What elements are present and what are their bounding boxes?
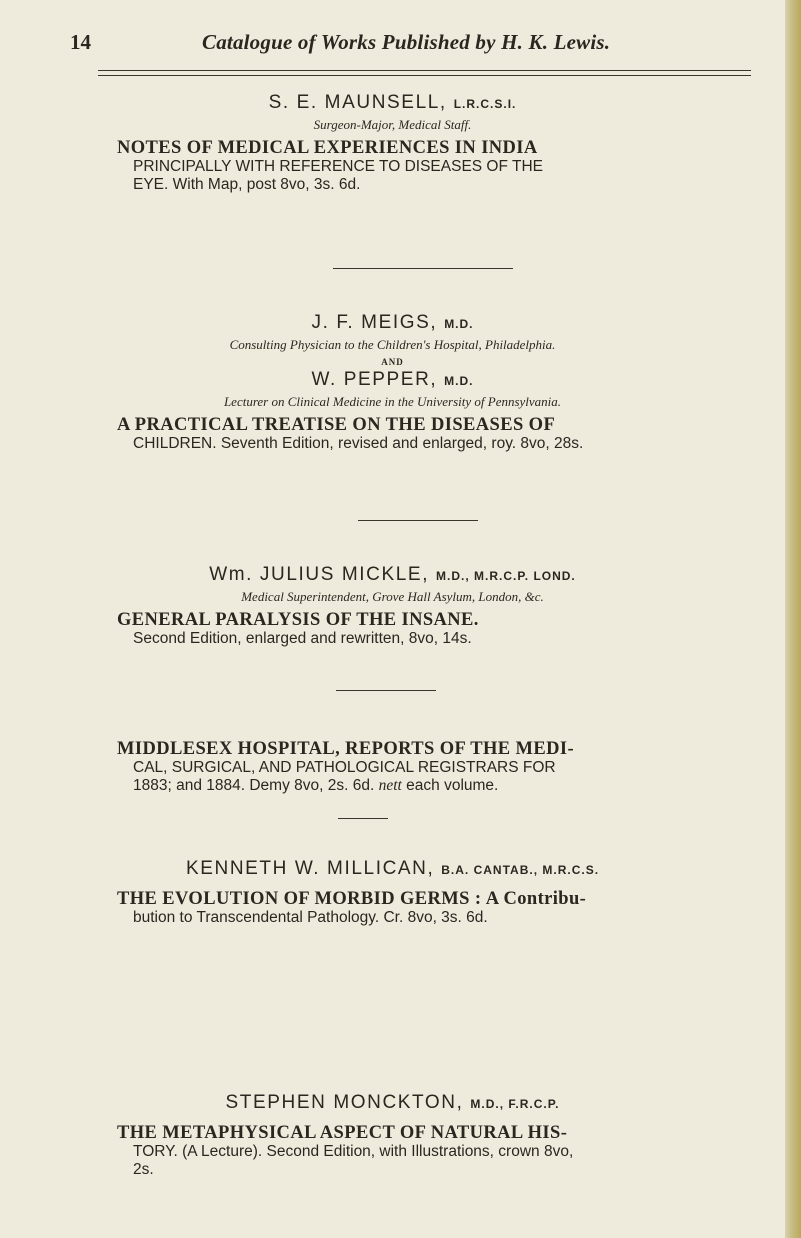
header-rule: [98, 70, 751, 76]
book-title: THE EVOLUTION OF MORBID GERMS :: [117, 889, 482, 909]
author-credentials: Lecturer on Clinical Medicine in the University of Pennsylvania.: [223, 394, 562, 409]
author-line: [0, 312, 785, 334]
author-line: [0, 858, 785, 880]
author-line: [0, 369, 785, 391]
author-degrees: M.D.: [444, 374, 474, 388]
author-name: W. PEPPER,: [311, 369, 438, 390]
book-description: [117, 777, 753, 795]
catalogue-entry: [0, 564, 785, 648]
description-italic: nett: [378, 777, 402, 794]
running-head: Catalogue of Works Published by H. K. Lewis.: [202, 30, 611, 54]
section-divider: [336, 690, 436, 691]
author-name: J. F. MEIGS,: [311, 312, 438, 333]
author-name: S. E. MAUNSELL,: [268, 92, 447, 113]
author-line: [0, 564, 785, 586]
author-degrees: B.A. CANTAB., M.R.C.S.: [441, 863, 600, 877]
catalogue-entry: [0, 92, 785, 194]
section-divider: [333, 268, 513, 269]
book-description: bution to Transcendental Pathology. Cr. 8vo, 3s. 6d.: [133, 909, 488, 926]
book-listing: [117, 416, 753, 453]
book-title: THE METAPHYSICAL ASPECT OF NATURAL HIS-: [117, 1123, 568, 1143]
catalogue-entry: [0, 858, 785, 927]
book-description: Second Edition, enlarged and rewritten, 8vo, 14s.: [133, 630, 472, 647]
book-title: NOTES OF MEDICAL EXPERIENCES IN INDIA: [117, 138, 538, 158]
catalogue-entry: [0, 312, 785, 453]
author-name: Wm. JULIUS MICKLE,: [209, 564, 430, 585]
book-title: MIDDLESEX HOSPITAL, REPORTS OF THE MEDI-: [117, 739, 575, 759]
book-listing: [117, 611, 753, 648]
description-text: each volume.: [406, 777, 499, 794]
author-degrees: L.R.C.S.I.: [453, 97, 517, 111]
book-listing: [117, 139, 753, 194]
description-text: 1883; and 1884. Demy 8vo, 2s. 6d.: [133, 777, 375, 794]
book-description: CAL, SURGICAL, AND PATHOLOGICAL REGISTRARS FOR: [133, 759, 556, 776]
book-listing: [117, 740, 753, 795]
book-description: TORY. (A Lecture). Second Edition, with Illustrations, crown 8vo,: [133, 1143, 574, 1160]
author-degrees: M.D., M.R.C.P. LOND.: [435, 569, 576, 583]
book-description: 2s.: [133, 1161, 154, 1178]
author-degrees: M.D., F.R.C.P.: [470, 1097, 560, 1111]
author-credentials: Surgeon-Major, Medical Staff.: [313, 117, 472, 132]
page-edge: [785, 0, 801, 1238]
book-title: A PRACTICAL TREATISE ON THE DISEASES OF: [117, 415, 556, 435]
page-header: [70, 30, 770, 60]
author-credentials: Consulting Physician to the Children's Hospital, Philadelphia.: [229, 337, 556, 352]
book-listing: [117, 1124, 753, 1179]
section-divider: [338, 818, 388, 819]
author-degrees: M.D.: [444, 317, 474, 331]
catalogue-entry: [0, 1092, 785, 1179]
author-name: STEPHEN MONCKTON,: [225, 1092, 464, 1113]
section-divider: [358, 520, 478, 521]
author-name: KENNETH W. MILLICAN,: [185, 858, 435, 879]
catalogue-entry: [0, 734, 785, 795]
book-title-continuation: A Contribu-: [485, 889, 587, 909]
book-listing: [117, 890, 753, 927]
book-description: PRINCIPALLY WITH REFERENCE TO DISEASES OF THE: [133, 158, 543, 175]
author-credentials: Medical Superintendent, Grove Hall Asylum, London, &c.: [241, 589, 544, 604]
page-number: 14: [70, 30, 91, 54]
book-description: CHILDREN. Seventh Edition, revised and enlarged, roy. 8vo, 28s.: [133, 435, 584, 452]
author-line: [0, 1092, 785, 1114]
conjunction: AND: [381, 357, 404, 367]
book-title: GENERAL PARALYSIS OF THE INSANE.: [117, 610, 479, 630]
author-line: [0, 92, 785, 114]
book-description: EYE. With Map, post 8vo, 3s. 6d.: [133, 176, 361, 193]
